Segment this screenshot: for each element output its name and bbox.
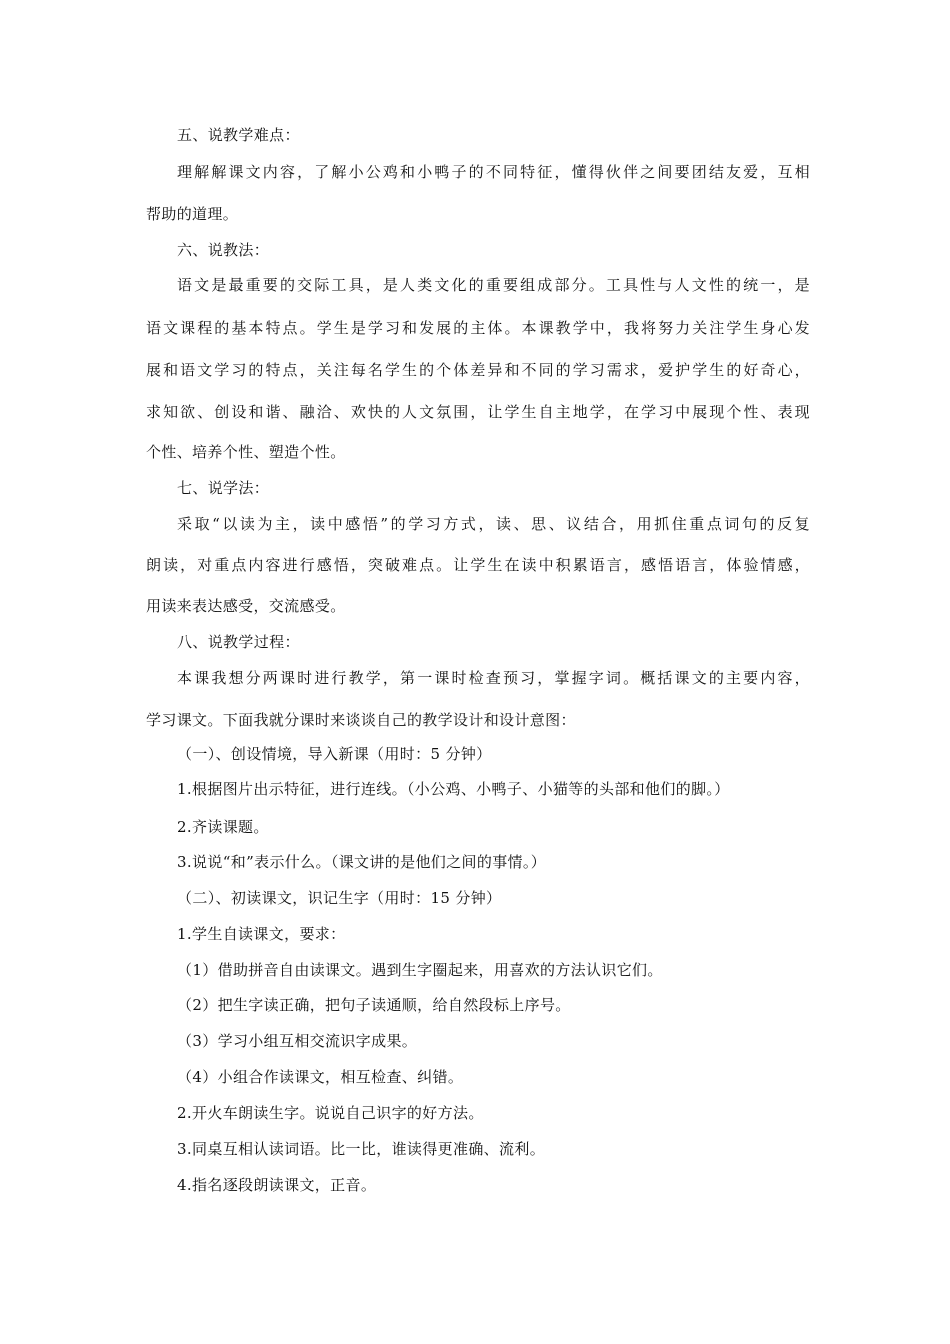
paragraph-line: 个性、培养个性、塑造个性。	[146, 443, 346, 461]
paragraph-line: 朗读，对重点内容进行感悟，突破难点。让学生在读中积累语言，感悟语言，体验情感，	[146, 556, 810, 574]
paragraph-line: 语文是最重要的交际工具，是人类文化的重要组成部分。工具性与人文性的统一，是	[177, 276, 810, 294]
list-item: 3.说说“和”表示什么。（课文讲的是他们之间的事情。）	[177, 853, 547, 871]
list-item: 1.学生自读课文，要求：	[177, 925, 346, 943]
subheading-section-one: （一）、创设情境，导入新课（用时：5 分钟）	[177, 745, 492, 763]
heading-teaching-method: 六、说教法：	[177, 241, 270, 259]
paragraph-line: 求知欲、创设和谐、融洽、欢快的人文氛围，让学生自主地学，在学习中展现个性、表现	[146, 403, 810, 421]
paragraph-line: 语文课程的基本特点。学生是学习和发展的主体。本课教学中，我将努力关注学生身心发	[146, 319, 810, 337]
list-item: （1）借助拼音自由读课文。遇到生字圈起来，用喜欢的方法认识它们。	[177, 961, 663, 979]
paragraph-line: 帮助的道理。	[146, 205, 239, 223]
subheading-section-two: （二）、初读课文，识记生字（用时：15 分钟）	[177, 889, 502, 907]
heading-difficulty: 五、说教学难点：	[177, 126, 300, 144]
list-item: （3）学习小组互相交流识字成果。	[177, 1032, 418, 1050]
list-item: 1.根据图片出示特征，进行连线。（小公鸡、小鸭子、小猫等的头部和他们的脚。）	[177, 780, 730, 798]
heading-learning-method: 七、说学法：	[177, 479, 270, 497]
list-item: 3.同桌互相认读词语。比一比，谁读得更准确、流利。	[177, 1140, 546, 1158]
list-item: （2）把生字读正确，把句子读通顺，给自然段标上序号。	[177, 996, 571, 1014]
paragraph-line: 用读来表达感受，交流感受。	[146, 597, 346, 615]
paragraph-line: 展和语文学习的特点，关注每名学生的个体差异和不同的学习需求，爱护学生的好奇心，	[146, 361, 810, 379]
list-item: 2.开火车朗读生字。说说自己识字的好方法。	[177, 1104, 484, 1122]
list-item: 2.齐读课题。	[177, 818, 269, 836]
paragraph-line: 采取“以读为主，读中感悟”的学习方式，读、思、议结合，用抓住重点词句的反复	[177, 515, 810, 533]
heading-teaching-process: 八、说教学过程：	[177, 633, 300, 651]
list-item: （4）小组合作读课文，相互检查、纠错。	[177, 1068, 464, 1086]
paragraph-line: 理解解课文内容，了解小公鸡和小鸭子的不同特征，懂得伙伴之间要团结友爱，互相	[177, 163, 810, 181]
paragraph-line: 学习课文。下面我就分课时来谈谈自己的教学设计和设计意图：	[146, 711, 576, 729]
paragraph-line: 本课我想分两课时进行教学，第一课时检查预习，掌握字词。概括课文的主要内容，	[177, 669, 810, 687]
list-item: 4.指名逐段朗读课文，正音。	[177, 1176, 377, 1194]
